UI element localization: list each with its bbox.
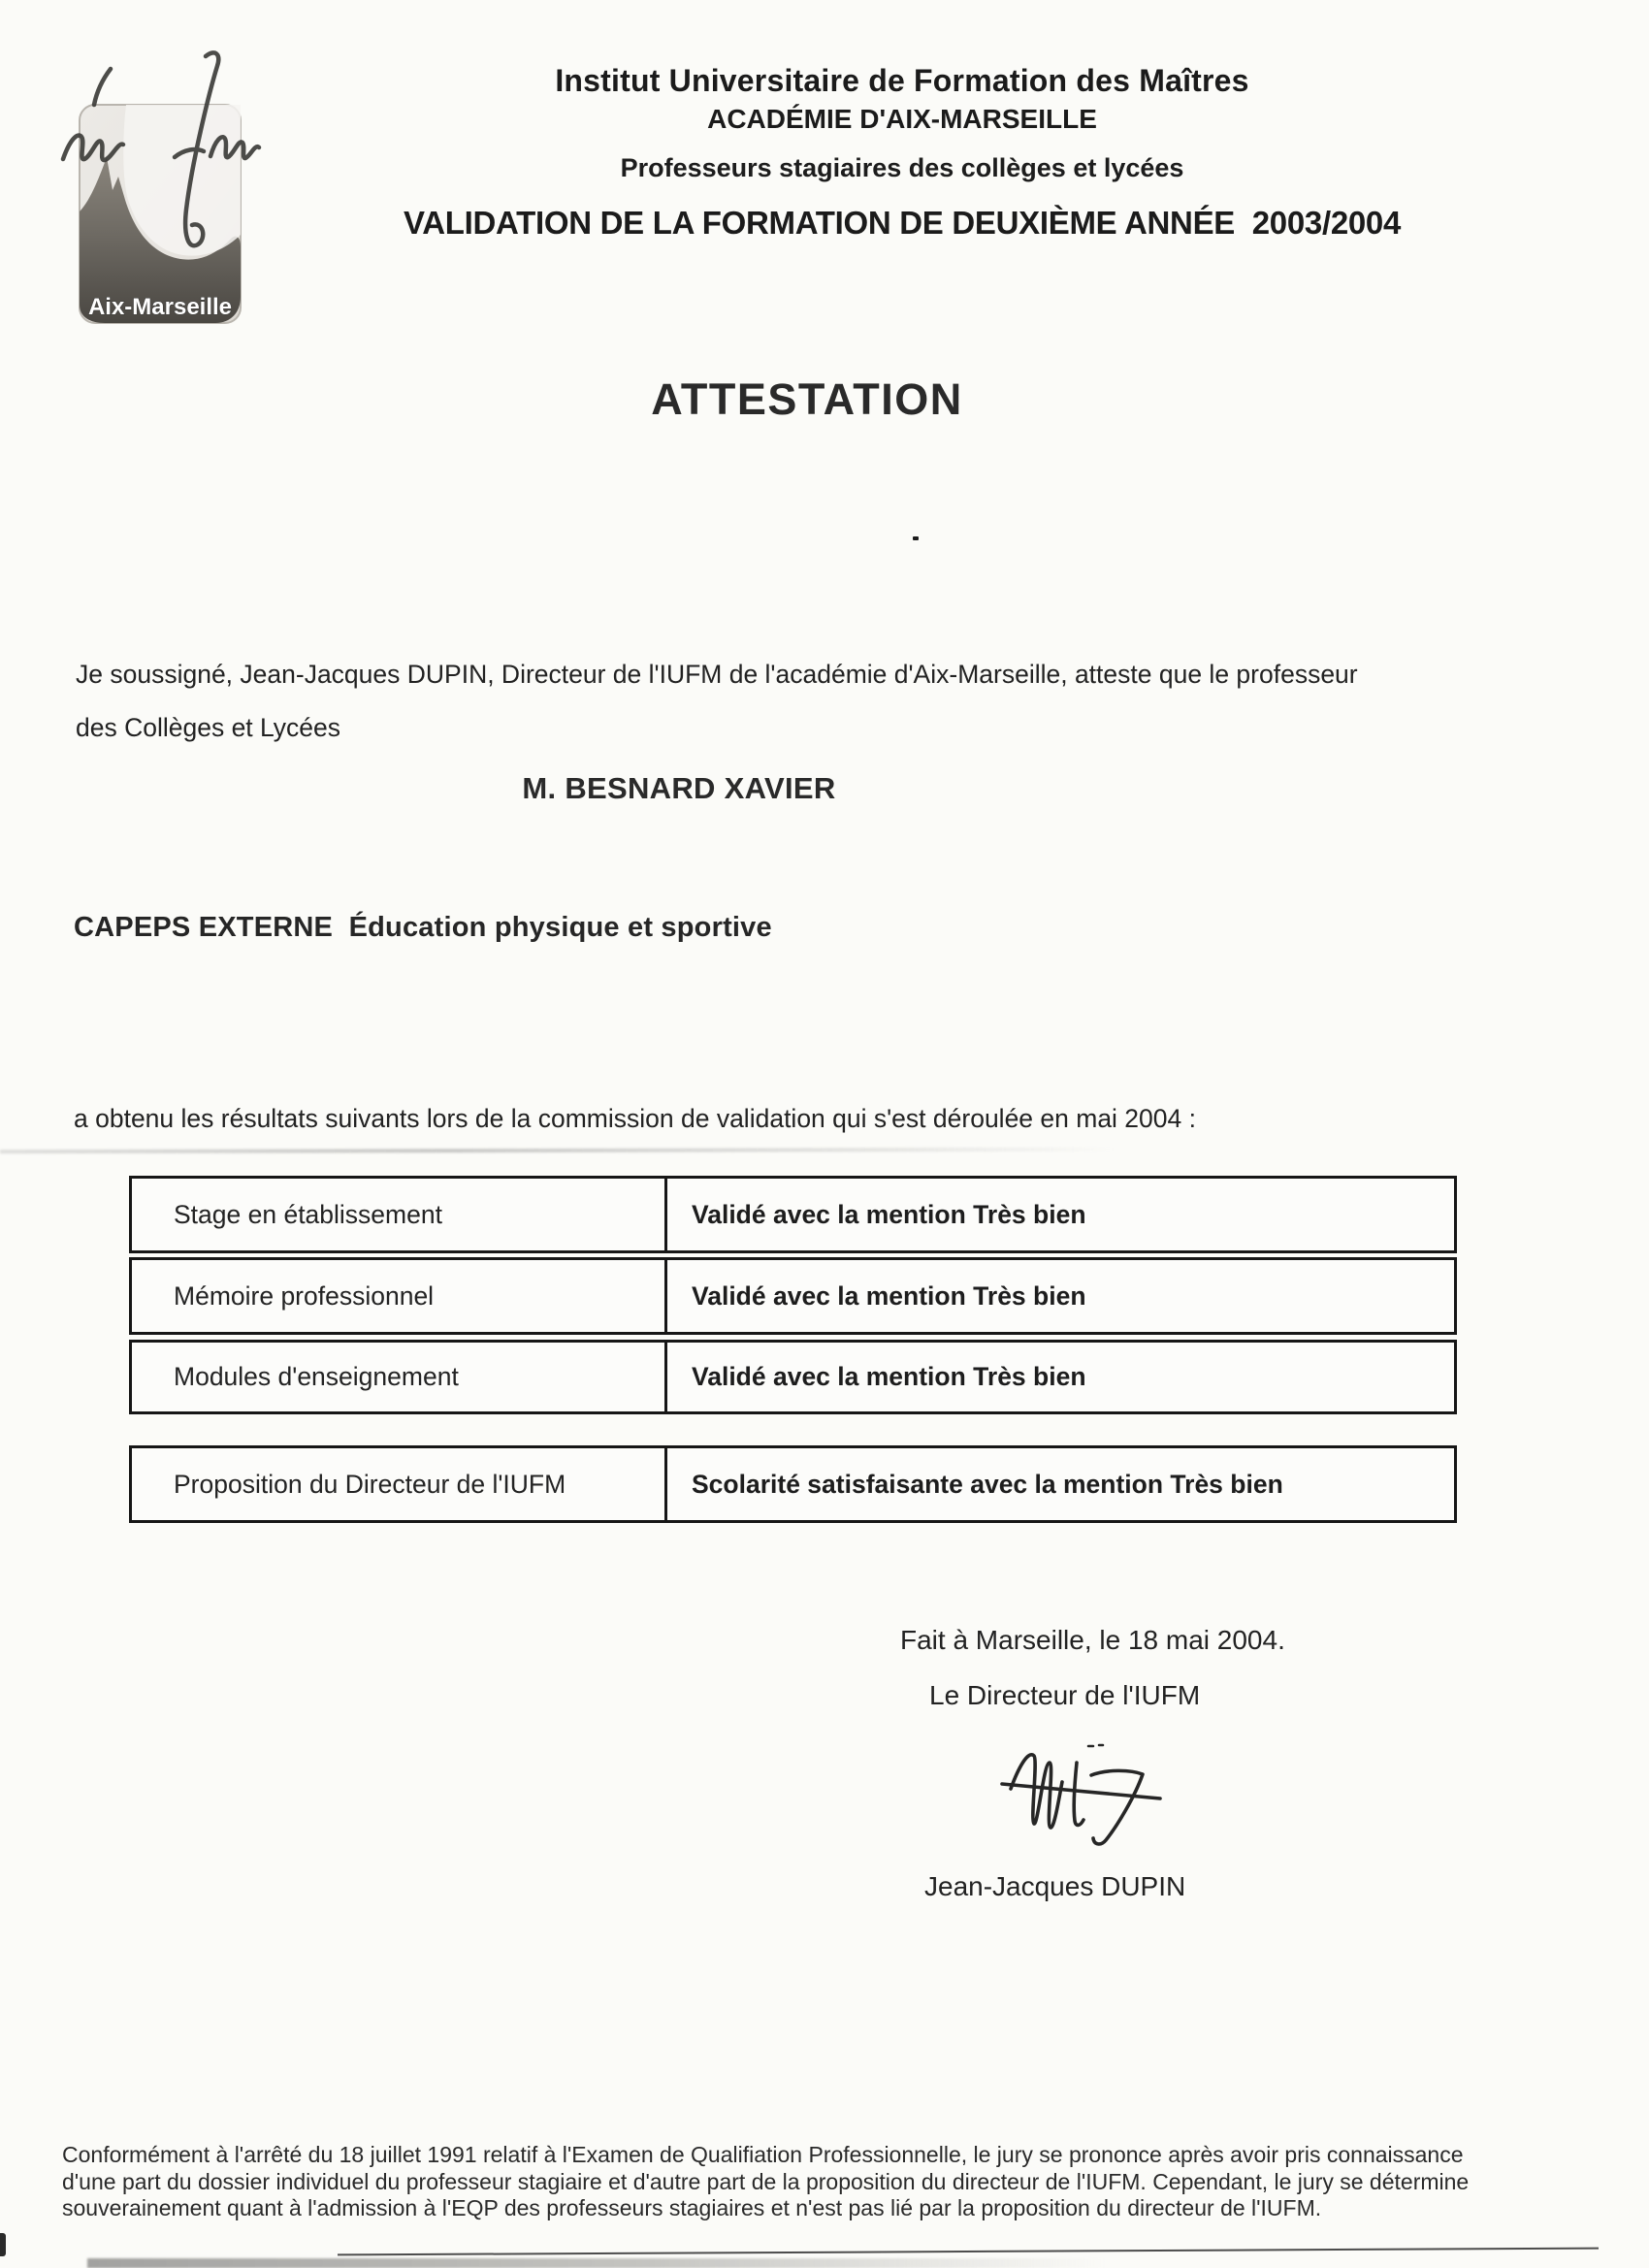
results-intro: a obtenu les résultats suivants lors de la commission de validation qui s'est déroulée en mai 2004 : xyxy=(74,1104,1196,1133)
footer-line-3: souverainement quant à l'admission à l'EQP des professeurs stagiaires et n'est pas lié par la proposition du directeur de l'IUFM. xyxy=(62,2195,1322,2220)
result-row-proposition xyxy=(129,1445,1457,1523)
signature-scribble xyxy=(970,1729,1164,1864)
intro-paragraph xyxy=(76,648,1531,755)
footer-legal-text xyxy=(62,2142,1614,2222)
result-value: Validé avec la mention Très bien xyxy=(692,1362,1086,1391)
scan-smear-artifact xyxy=(87,2258,1106,2268)
scan-edge-artifact xyxy=(0,2233,6,2256)
audience-line: Professeurs stagiaires des collèges et lycées xyxy=(620,153,1184,182)
result-value: Validé avec la mention Très bien xyxy=(692,1280,1086,1311)
document-header xyxy=(155,60,1649,243)
candidate-name: M. BESNARD XAVIER xyxy=(522,771,836,805)
result-value: Scolarité satisfaisante avec la mention Très bien xyxy=(692,1469,1283,1499)
logo-banner-label: Aix-Marseille xyxy=(87,294,233,320)
result-row-memoire xyxy=(129,1257,1457,1335)
result-label: Modules d'enseignement xyxy=(132,1343,667,1411)
institute-name: Institut Universitaire de Formation des Maîtres xyxy=(555,63,1249,98)
scan-speck xyxy=(913,536,919,540)
academy-name: ACADÉMIE D'AIX-MARSEILLE xyxy=(707,104,1097,134)
result-value: Validé avec la mention Très bien xyxy=(692,1199,1086,1229)
result-label: Stage en établissement xyxy=(132,1179,667,1250)
footer-line-1: Conformément à l'arrêté du 18 juillet 1991 relatif à l'Examen de Qualifiation Professionnelle, le jury se prononce après avoir pris connaissance xyxy=(62,2142,1464,2167)
result-row-stage xyxy=(129,1176,1457,1253)
scan-line-artifact xyxy=(338,2248,1599,2256)
signatory-role: Le Directeur de l'IUFM xyxy=(929,1680,1201,1710)
intro-line-2: des Collèges et Lycées xyxy=(76,713,341,742)
validation-title: VALIDATION DE LA FORMATION DE DEUXIÈME ANNÉE 2003/2004 xyxy=(403,205,1402,241)
document-title: ATTESTATION xyxy=(651,374,963,424)
result-label: Proposition du Directeur de l'IUFM xyxy=(132,1448,667,1520)
result-label: Mémoire professionnel xyxy=(132,1260,667,1332)
footer-line-2: d'une part du dossier individuel du professeur stagiaire et d'autre part de la proposition du directeur de l'IUFM. Cependant, le jury se détermine xyxy=(62,2168,1470,2194)
program-line: CAPEPS EXTERNE Éducation physique et sportive xyxy=(74,912,772,943)
scan-smudge xyxy=(0,1148,1116,1153)
place-date-line: Fait à Marseille, le 18 mai 2004. xyxy=(900,1625,1285,1655)
signatory-name: Jean-Jacques DUPIN xyxy=(924,1871,1186,1901)
result-row-modules xyxy=(129,1340,1457,1414)
intro-line-1: Je soussigné, Jean-Jacques DUPIN, Directeur de l'IUFM de l'académie d'Aix-Marseille, atteste que le professeur xyxy=(76,660,1358,689)
